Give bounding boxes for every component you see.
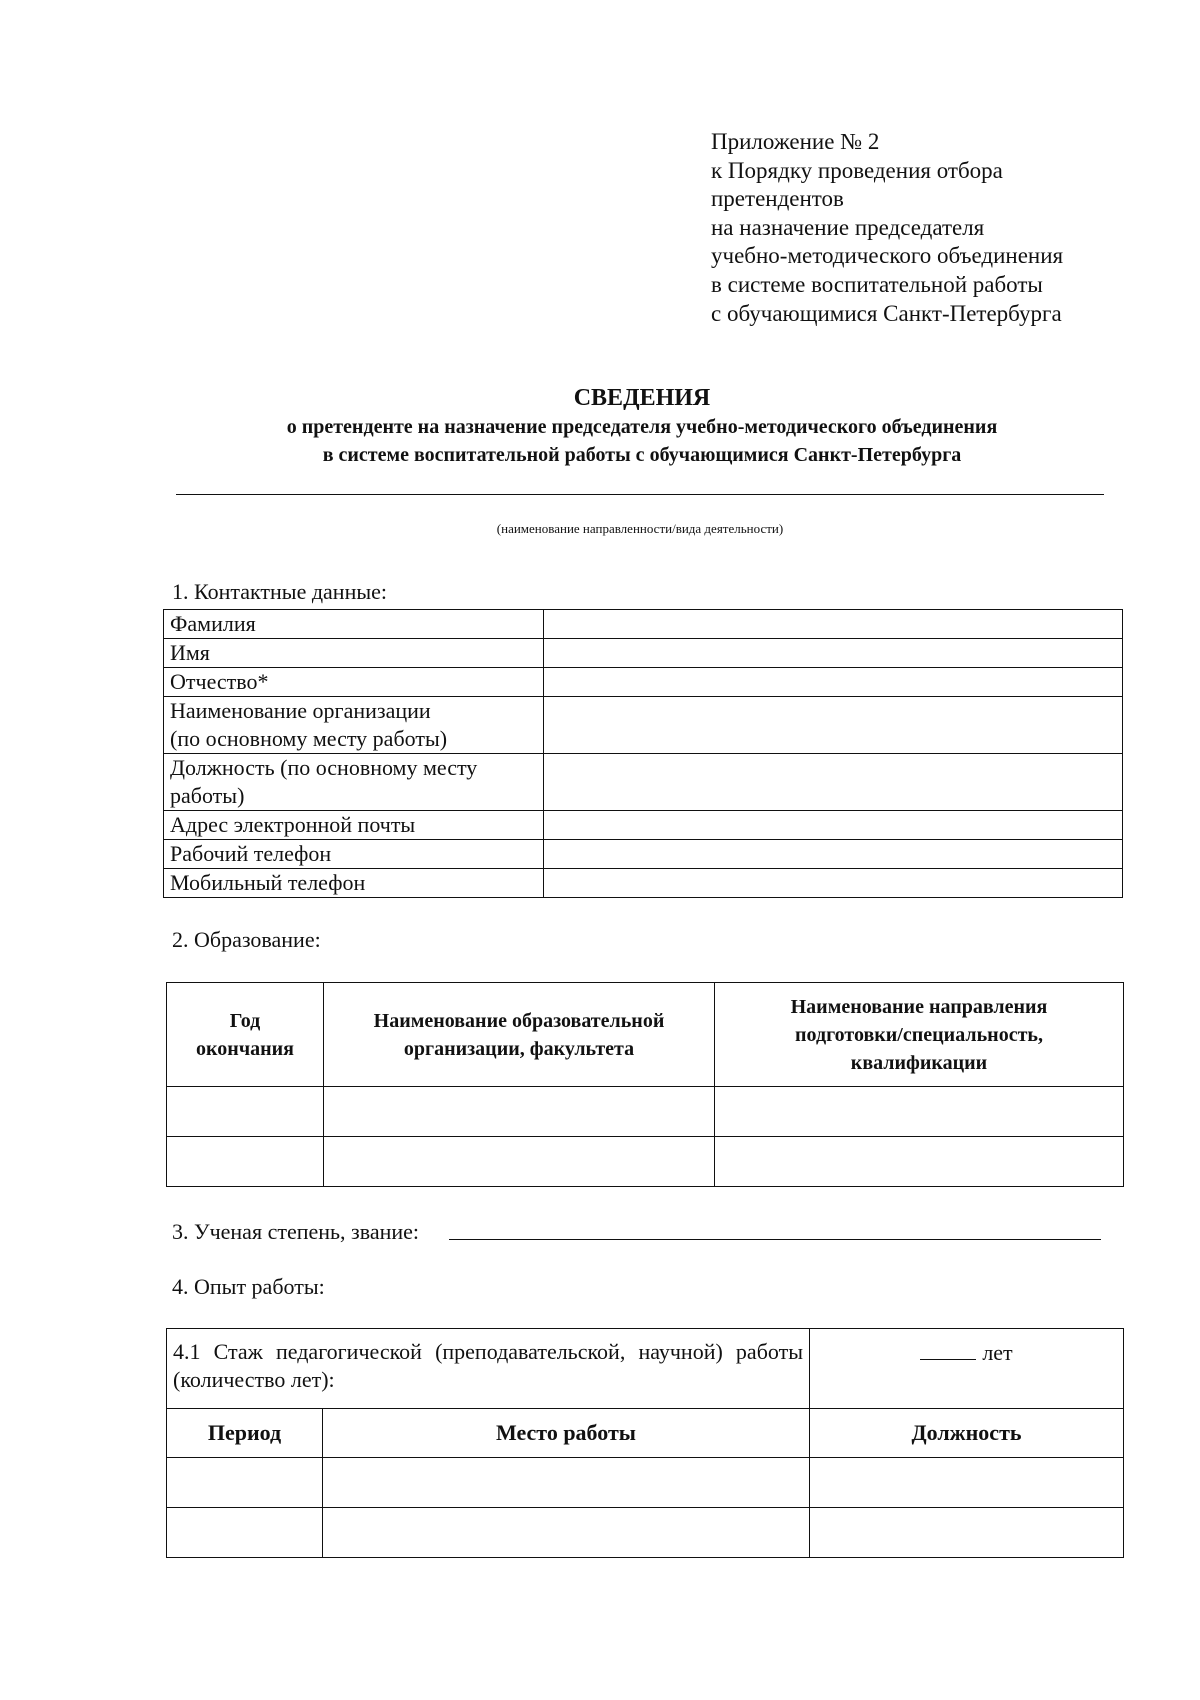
years-fill-line[interactable] (920, 1339, 976, 1360)
contacts-table (163, 609, 1123, 898)
table-row (167, 1329, 1124, 1409)
table-header-row (167, 1409, 1124, 1458)
title-block (0, 383, 1200, 469)
section2-heading: 2. Образование: (172, 927, 321, 952)
table-cell[interactable] (715, 1087, 1124, 1137)
table-cell[interactable] (324, 1087, 715, 1137)
table-row (164, 811, 1123, 840)
table-cell[interactable] (323, 1508, 810, 1558)
contact-label: Отчество* (164, 668, 544, 697)
years-suffix: лет (982, 1340, 1013, 1365)
table-cell[interactable] (323, 1458, 810, 1508)
table-cell[interactable] (715, 1137, 1124, 1187)
col-position-header: Должность (810, 1409, 1124, 1458)
appendix-line: в системе воспитательной работы (711, 271, 1043, 297)
table-row (167, 1458, 1124, 1508)
col-year-header: Год окончания (167, 983, 324, 1087)
doc-subtitle-line: в системе воспитательной работы с обучающимися Санкт-Петербурга (322, 444, 962, 466)
contact-value-cell[interactable] (544, 697, 1123, 754)
table-row (164, 610, 1123, 639)
stazh-years-cell[interactable] (810, 1329, 1124, 1409)
table-row (164, 754, 1123, 811)
col-place-header: Место работы (323, 1409, 810, 1458)
contact-label: Адрес электронной почты (164, 811, 544, 840)
table-row (164, 668, 1123, 697)
experience-table (166, 1328, 1124, 1558)
table-row (167, 1508, 1124, 1558)
doc-title: СВЕДЕНИЯ (573, 385, 711, 411)
contact-value-cell[interactable] (544, 639, 1123, 668)
table-row (164, 869, 1123, 898)
contact-value-cell[interactable] (544, 754, 1123, 811)
contact-label: Должность (по основному месту работы) (164, 754, 544, 811)
contact-label: Рабочий телефон (164, 840, 544, 869)
contact-value-cell[interactable] (544, 869, 1123, 898)
table-cell[interactable] (167, 1137, 324, 1187)
table-row (164, 697, 1123, 754)
contact-value-cell[interactable] (544, 840, 1123, 869)
section1-heading: 1. Контактные данные: (172, 579, 387, 604)
col-specialty-header: Наименование направления подготовки/специальность, квалификации (715, 983, 1124, 1087)
section4-heading: 4. Опыт работы: (172, 1274, 325, 1299)
table-cell[interactable] (167, 1508, 323, 1558)
contact-value-cell[interactable] (544, 668, 1123, 697)
appendix-line: Приложение № 2 (711, 129, 880, 154)
table-cell[interactable] (810, 1458, 1124, 1508)
appendix-line: претендентов (711, 186, 844, 212)
table-cell[interactable] (810, 1508, 1124, 1558)
table-row (167, 1087, 1124, 1137)
contact-label: Фамилия (164, 610, 544, 639)
education-table (166, 982, 1124, 1187)
table-header-row (167, 983, 1124, 1087)
stazh-label: 4.1 Стаж педагогической (преподавательской, научной) работы (количество лет): (167, 1329, 810, 1409)
appendix-line: с обучающимися Санкт-Петербурга (711, 300, 1062, 326)
appendix-header (711, 128, 1063, 328)
table-row (164, 840, 1123, 869)
direction-fill-line[interactable] (176, 494, 1104, 495)
table-cell[interactable] (167, 1458, 323, 1508)
table-row (164, 639, 1123, 668)
col-period-header: Период (167, 1409, 323, 1458)
col-institution-header: Наименование образовательной организации, факультета (324, 983, 715, 1087)
section3-heading: 3. Ученая степень, звание: (172, 1219, 420, 1244)
appendix-line: учебно-методического объединения (711, 243, 1064, 269)
table-cell[interactable] (324, 1137, 715, 1187)
degree-fill-line[interactable] (449, 1239, 1101, 1240)
contact-value-cell[interactable] (544, 610, 1123, 639)
table-row (167, 1137, 1124, 1187)
direction-caption: (наименование направленности/вида деятельности) (496, 521, 784, 536)
contact-value-cell[interactable] (544, 811, 1123, 840)
doc-subtitle-line: о претенденте на назначение председателя учебно-методического объединения (286, 416, 998, 438)
appendix-line: к Порядку проведения отбора (711, 157, 1003, 183)
appendix-line: на назначение председателя (711, 214, 985, 240)
contact-label: Мобильный телефон (164, 869, 544, 898)
contact-label: Имя (164, 639, 544, 668)
contact-label: Наименование организации (по основному месту работы) (164, 697, 544, 754)
table-cell[interactable] (167, 1087, 324, 1137)
